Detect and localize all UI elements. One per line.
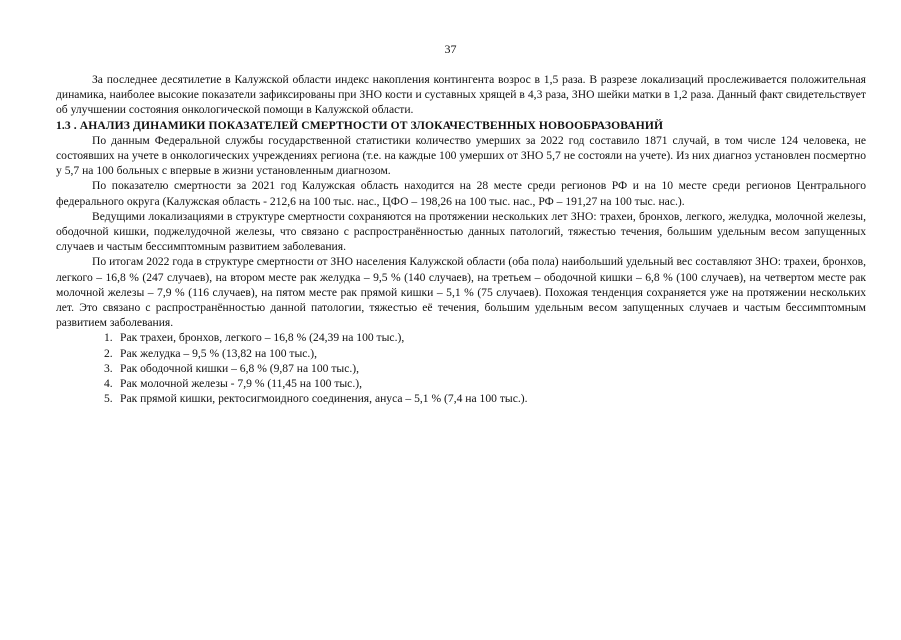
list-item	[56, 330, 866, 345]
causes-list	[56, 330, 866, 406]
list-item-number: 1.	[104, 331, 113, 345]
list-item-text: Рак прямой кишки, ректосигмоидного соединения, ануса – 5,1 % (7,4 на 100 тыс.).	[120, 392, 528, 406]
section-heading: 1.3 . АНАЛИЗ ДИНАМИКИ ПОКАЗАТЕЛЕЙ СМЕРТНОСТИ ОТ ЗЛОКАЧЕСТВЕННЫХ НОВООБРАЗОВАНИЙ	[56, 118, 664, 132]
list-item-number: 2.	[104, 346, 113, 360]
paragraph-deaths-2022: По данным Федеральной службы государственной статистики количество умерших за 2022 год составило 1871 случай, в том числе 124 человека, не состоявших на учете в онкологических учреждениях региона (т.е. на каждые 100 умерших от ЗНО 5,7 не состояли на учете). Из них диагноз установлен посмертно у 5,7 на 100 больных с впервые в жизни установленным диагнозом.	[56, 133, 866, 178]
paragraph-structure-2022: По итогам 2022 года в структуре смертности от ЗНО населения Калужской области (оба пола) наибольший удельный вес составляют ЗНО: трахеи, бронхов, легкого – 16,8 % (247 случаев), на втором месте рак желудка – 9,5 % (140 случаев), на третьем – ободочной кишки – 6,8 % (100 случаев), на четвертом месте рак молочной железы – 7,9 % (116 случаев), на пятом месте рак прямой кишки – 5,1 % (75 случаев). Похожая тенденция сохраняется уже на протяжении нескольких лет. Это связано с распространённостью данной патологии, тяжестью её течения, большим удельным весом запущенных случаев и частым бессимптомным развитием заболевания.	[56, 255, 866, 330]
list-item	[56, 376, 866, 391]
list-item	[56, 361, 866, 376]
list-item-number: 4.	[104, 377, 113, 391]
list-item-text: Рак желудка – 9,5 % (13,82 на 100 тыс.),	[120, 346, 318, 360]
paragraph-mortality-rank: По показателю смертности за 2021 год Калужская область находится на 28 месте среди регионов РФ и на 10 месте среди регионов Центрального федерального округа (Калужская область - 212,6 на 100 тыс. нас., ЦФО – 198,26 на 100 тыс. нас., РФ – 191,27 на 100 тыс. нас.).	[56, 179, 866, 208]
document-body	[56, 72, 866, 406]
list-item	[56, 391, 866, 406]
page-number: 37	[444, 42, 457, 56]
list-item-number: 3.	[104, 361, 113, 375]
intro-paragraph: За последнее десятилетие в Калужской области индекс накопления контингента возрос в 1,5 раза. В разрезе локализаций прослеживается положительная динамика, наиболее высокие показатели зафиксированы при ЗНО кости и суставных хрящей в 4,3 раза, ЗНО шейки матки в 1,2 раза. Данный факт свидетельствует об улучшении состояния онкологической помощи в Калужской области.	[56, 73, 866, 117]
list-item	[56, 346, 866, 361]
list-item-text: Рак ободочной кишки – 6,8 % (9,87 на 100 тыс.),	[120, 361, 360, 375]
list-item-text: Рак трахеи, бронхов, легкого – 16,8 % (24,39 на 100 тыс.),	[120, 331, 405, 345]
list-item-text: Рак молочной железы - 7,9 % (11,45 на 100 тыс.),	[120, 377, 362, 391]
paragraph-leading-sites: Ведущими локализациями в структуре смертности сохраняются на протяжении нескольких лет ЗНО: трахеи, бронхов, легкого, желудка, молочной железы, ободочной кишки, поджелудочной железы, что связано с распространённостью данных патологий, тяжестью течения, большим удельным весом запущенных случаев и частым бессимптомным развитием заболевания.	[56, 209, 866, 254]
list-item-number: 5.	[104, 392, 113, 406]
